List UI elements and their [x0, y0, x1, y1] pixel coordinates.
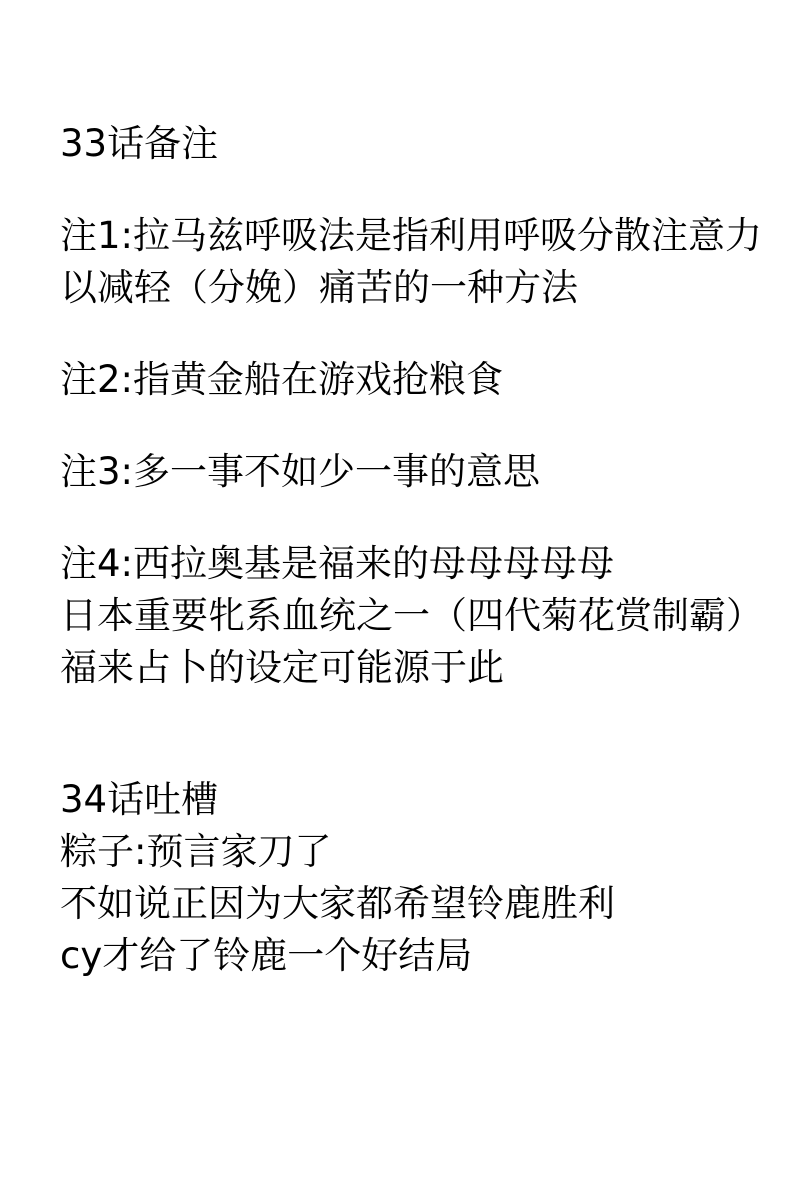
note-line: 注4:西拉奥基是福来的母母母母母 — [60, 542, 615, 585]
section-title-text: 34话吐槽 — [60, 778, 219, 821]
note-3-paragraph — [60, 446, 750, 498]
commentary-line: cy才给了铃鹿一个好结局 — [60, 934, 473, 977]
commentary-line: 粽子:预言家刀了 — [60, 830, 332, 873]
note-line: 日本重要牝系血统之一（四代菊花赏制霸） — [60, 594, 763, 637]
note-1-paragraph — [60, 210, 763, 314]
section-title-text: 33话备注 — [60, 122, 219, 165]
note-4-paragraph — [60, 538, 763, 694]
note-line: 福来占卜的设定可能源于此 — [60, 646, 504, 689]
note-line: 注3:多一事不如少一事的意思 — [60, 450, 541, 493]
chapter-34-commentary-paragraph — [60, 774, 750, 982]
note-line: 注1:拉马兹呼吸法是指利用呼吸分散注意力 — [60, 214, 763, 257]
commentary-line: 不如说正因为大家都希望铃鹿胜利 — [60, 882, 615, 925]
note-line: 以减轻（分娩）痛苦的一种方法 — [60, 266, 578, 309]
note-2-paragraph — [60, 354, 750, 406]
section-chapter-33-title — [60, 118, 750, 170]
note-line: 注2:指黄金船在游戏抢粮食 — [60, 358, 504, 401]
